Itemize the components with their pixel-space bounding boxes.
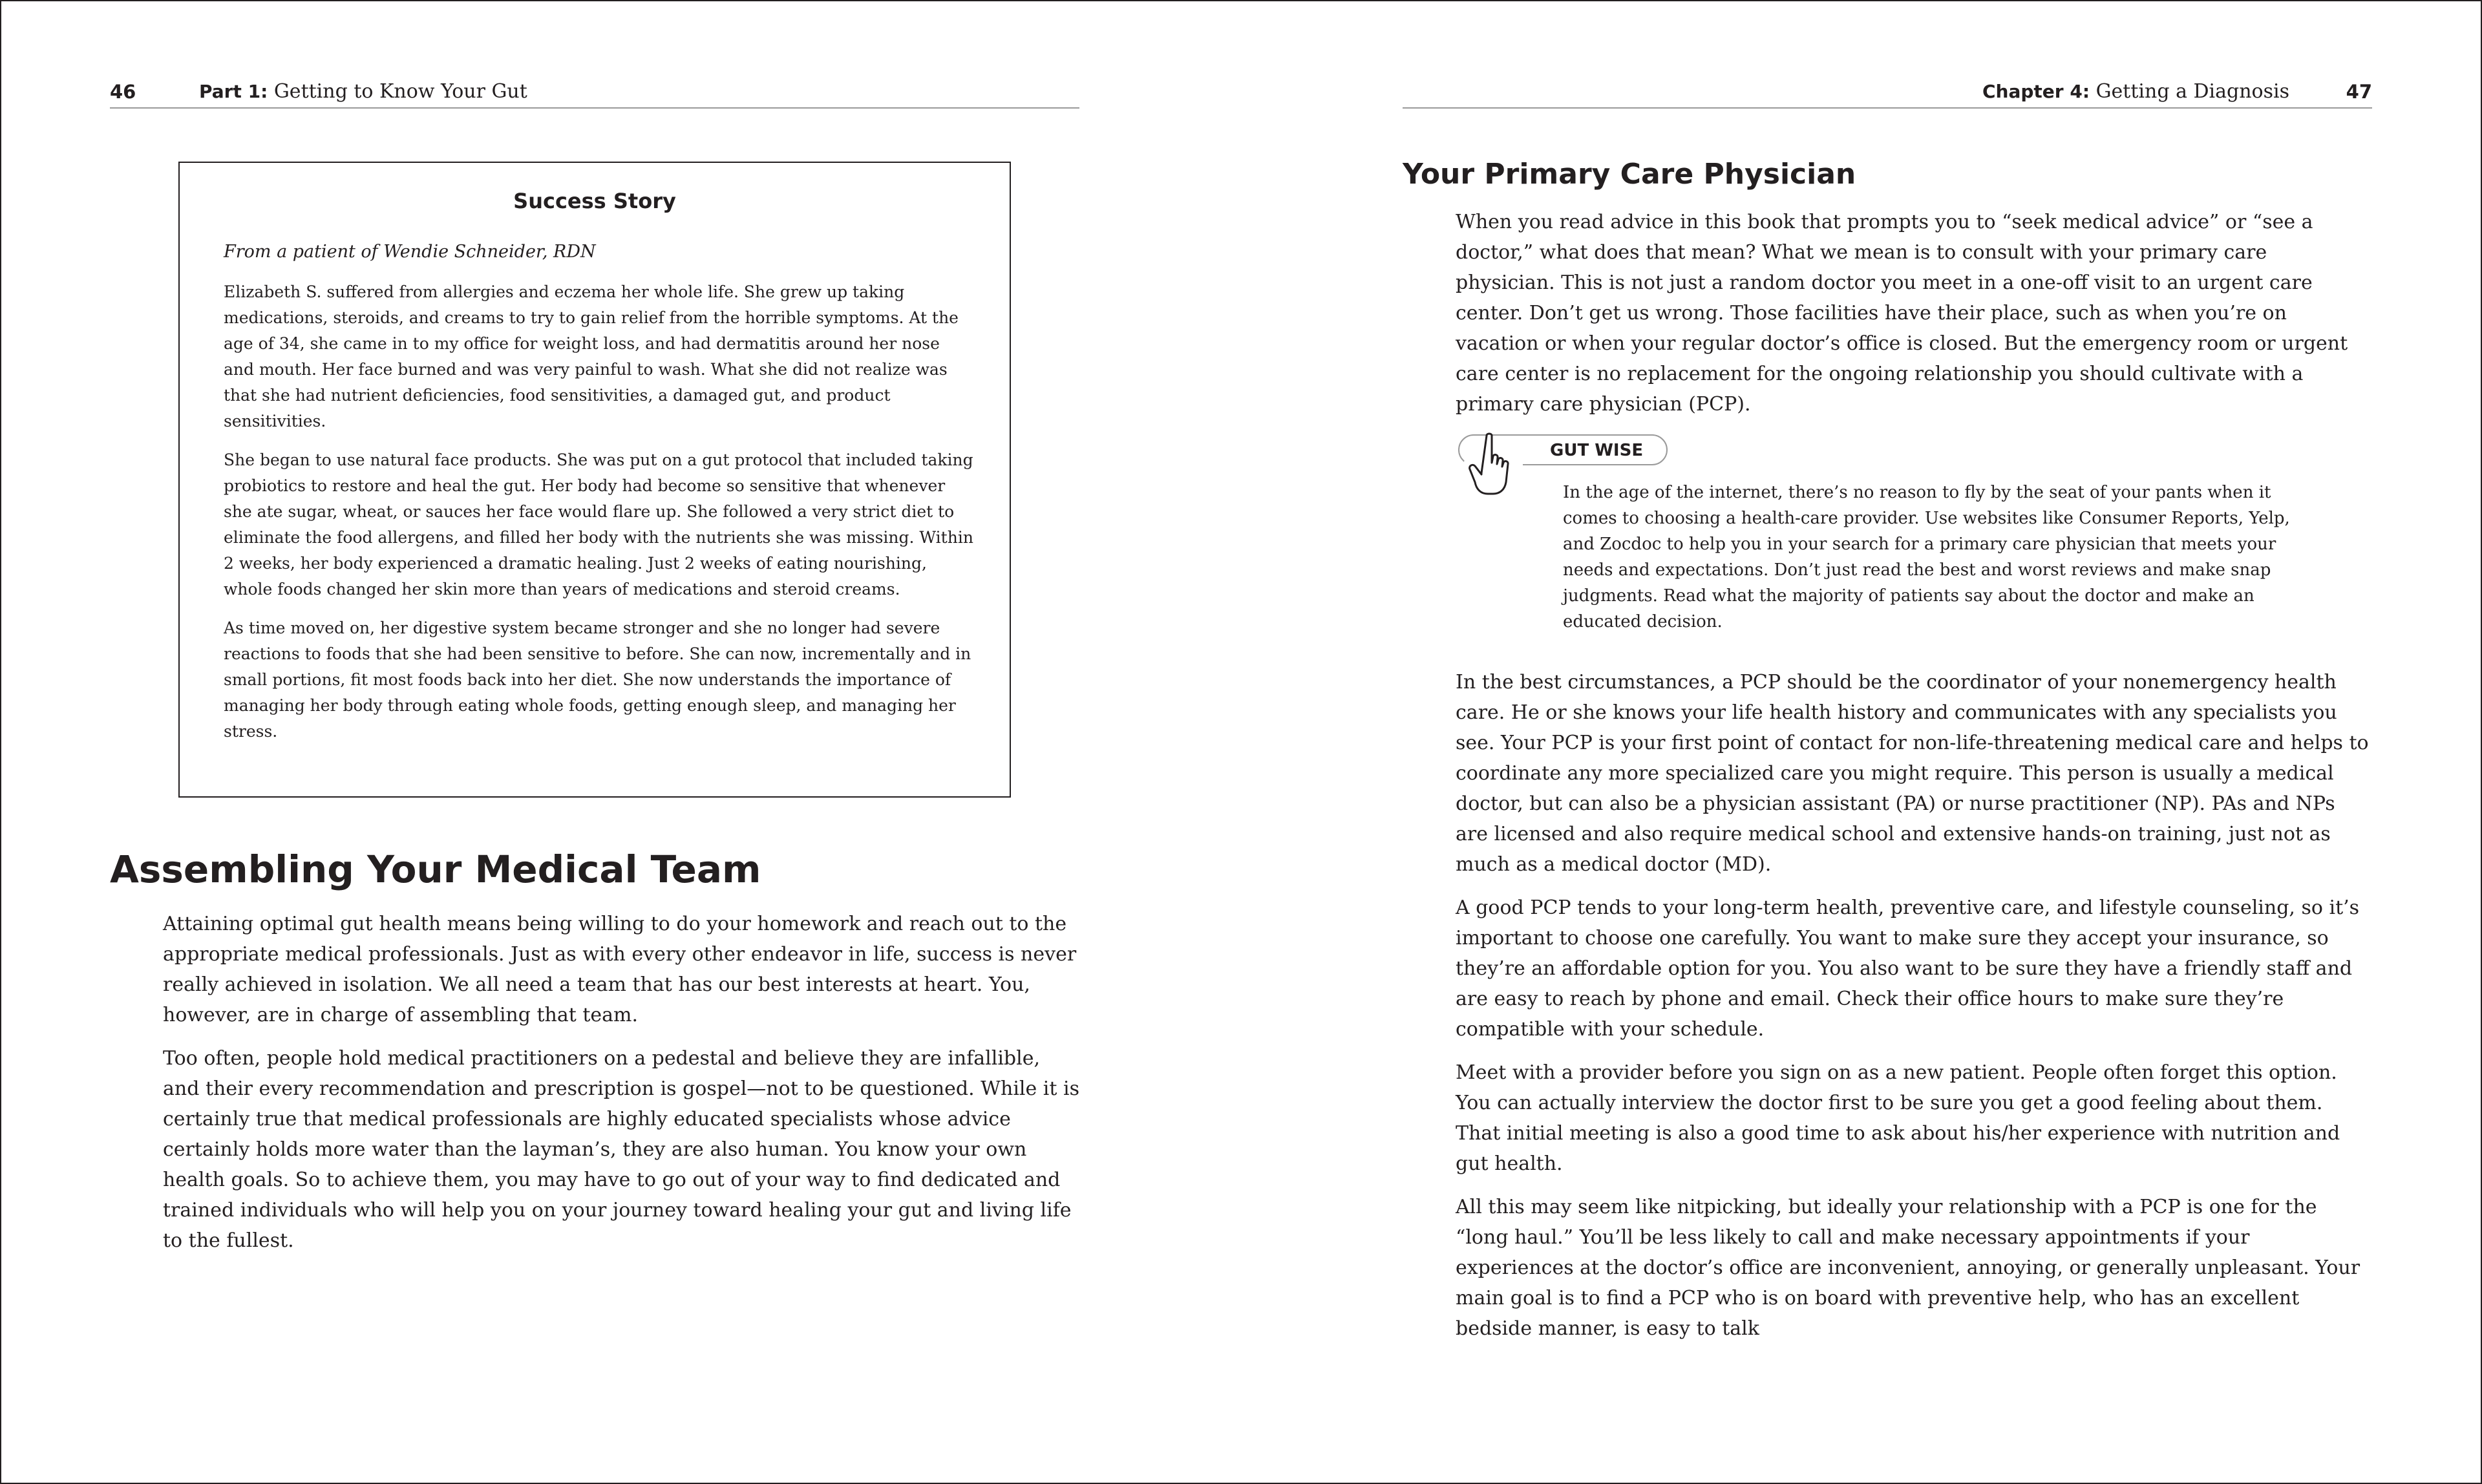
section-body [163, 909, 1079, 1269]
part-label: Part 1: [199, 81, 268, 102]
sidebar-paragraph: She began to use natural face products. She was put on a gut protocol that included taking probiotics to restore and heal the gut. Her body had become so sensitive that whenever she ate sugar, wheat, or sauces her face would flare up. She followed a very strict diet to eliminate the food allergens, and filled her body with the nutrients she was missing. Within 2 weeks, her body experienced a dramatic healing. Just 2 weeks of eating nourishing, whole foods changed her skin more than years of medications and steroid creams. [224, 450, 973, 599]
page-number: 47 [2346, 81, 2372, 103]
page-number: 46 [110, 81, 136, 103]
body-paragraph: In the best circumstances, a PCP should be the coordinator of your nonemergency health care. He or she knows your life health history and communicates with any specialists you see. Your PCP is your first point of contact for non-life-threatening medical care and helps to coordinate any more specialized care you might require. This person is usually a medical doctor, but can also be a physician assistant (PA) or nurse practitioner (NP). PAs and NPs are licensed and also require medical school and extensive hands-on training, just not as much as a medical doctor (MD). [1456, 671, 2369, 876]
chapter-title [1982, 76, 2289, 107]
running-head-left [110, 76, 1079, 109]
part-name: Getting to Know Your Gut [273, 80, 527, 103]
body-paragraph: Attaining optimal gut health means being willing to do your homework and reach out to the appropriate medical professionals. Just as with every other endeavor in life, success is never really achieved in isolation. We all need a team that has our best interests at heart. You, however, are in charge of assembling that team. [163, 913, 1077, 1026]
gut-wise-tip [1458, 430, 2311, 637]
body-paragraph: Too often, people hold medical practitioners on a pedestal and believe they are infallible, and their every recommendation and prescription is gospel—not to be questioned. While it is certainly true that medical professionals are highly educated specialists whose advice certainly holds more water than the layman’s, they are also human. You know your own health goals. So to achieve them, you may have to go out of your way to find dedicated and trained individuals who will help you on your journey toward healing your gut and living life to the fullest. [163, 1047, 1079, 1252]
section-heading: Assembling Your Medical Team [110, 847, 761, 891]
pointing-hand-icon [1461, 430, 1523, 503]
subsection-heading: Your Primary Care Physician [1403, 158, 1856, 191]
body-paragraph: When you read advice in this book that prompts you to “seek medical advice” or “see a doctor,” what does that mean? What we mean is to consult with your primary care physician. This is not just a random doctor you meet in a one-off visit to an urgent care center. Don’t get us wrong. Those facilities have their place, such as when you’re on vacation or when your regular doctor’s office is closed. But the emergency room or urgent care center is no replacement for the ongoing relationship you should cultivate with a primary care physician (PCP). [1456, 211, 2348, 416]
chapter-label: Chapter 4: [1982, 81, 2090, 102]
sidebar-paragraph: As time moved on, her digestive system became stronger and she no longer had severe reactions to foods that she had been sensitive to before. She can now, incrementally and in small portions, fit most foods back into her diet. She now understands the importance of managing her body through eating whole foods, getting enough sleep, and managing her stress. [224, 619, 971, 741]
body-paragraph: A good PCP tends to your long-term health, preventive care, and lifestyle counseling, so it’s important to choose one carefully. You want to make sure they accept your insurance, so they’re an affordable option for you. You also want to be sure they have a friendly staff and are easy to reach by phone and email. Check their office hours to make sure they’re compatible with your schedule. [1456, 896, 2360, 1041]
running-head-right [1403, 76, 2372, 109]
sidebar-byline: From a patient of Wendie Schneider, RDN [224, 242, 596, 262]
body-paragraph: All this may seem like nitpicking, but ideally your relationship with a PCP is one for the “long haul.” You’ll be less likely to call and make necessary appointments if your experiences at the doctor’s office are inconvenient, annoying, or generally unpleasant. Your main goal is to find a PCP who is on board with preventive help, who has an excellent bedside manner, is easy to talk [1456, 1196, 2360, 1340]
body-paragraph: Meet with a provider before you sign on as a new patient. People often forget this option. You can actually interview the doctor first to be sure you get a good feeling about them. That initial meeting is also a good time to ask about his/her experience with nutrition and gut health. [1456, 1061, 2340, 1175]
sidebar-paragraph: Elizabeth S. suffered from allergies and eczema her whole life. She grew up taking medications, steroids, and creams to try to gain relief from the horrible symptoms. At the age of 34, she came in to my office for weight loss, and had dermatitis around her nose and mouth. Her face burned and was very painful to wash. What she did not realize was that she had nutrient deficiencies, food sensitivities, a damaged gut, and product sensitivities. [224, 282, 959, 430]
section-body [1456, 667, 2372, 1357]
intro-body [1456, 207, 2372, 432]
gut-wise-text: In the age of the internet, there’s no reason to fly by the seat of your pants when it comes to choosing a health-care provider. Use websites like Consumer Reports, Yelp, and Zocdoc to help you in your search for a primary care physician that meets your needs and expectations. Don’t just read the best and worst reviews and make snap judgments. Read what the majority of patients say about the doctor and make an educated decision. [1563, 483, 2290, 631]
success-story-sidebar [178, 162, 1011, 798]
chapter-name: Getting a Diagnosis [2095, 80, 2289, 103]
right-page [1403, 0, 2372, 1484]
sidebar-body [224, 279, 973, 758]
part-title [199, 76, 527, 107]
gut-wise-label: GUT WISE [1550, 441, 1644, 460]
sidebar-title: Success Story [513, 189, 676, 213]
left-page [110, 0, 1079, 1484]
